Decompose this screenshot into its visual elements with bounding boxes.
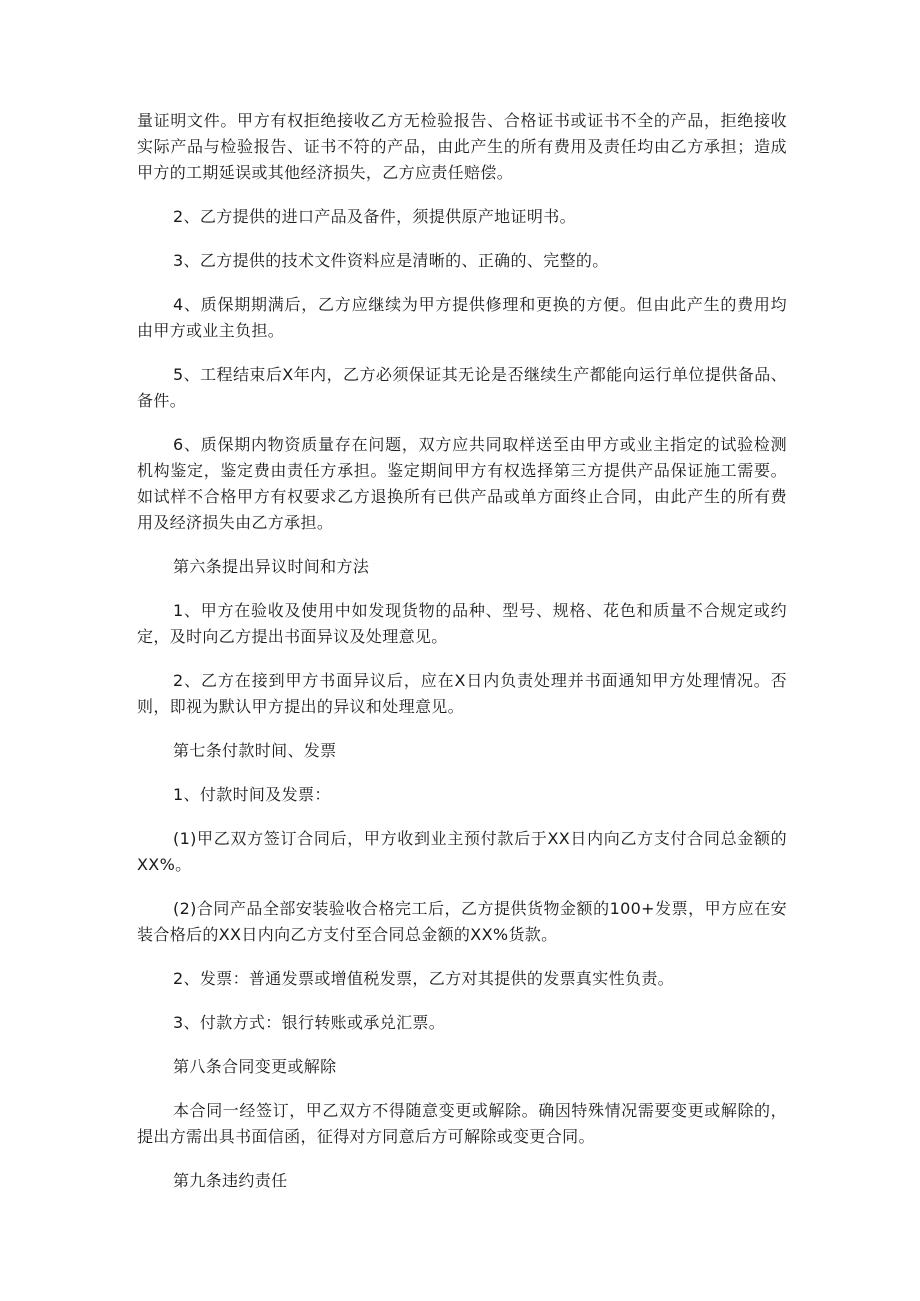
paragraph-14: 本合同一经签订，甲乙双方不得随意变更或解除。确因特殊情况需要变更或解除的，提出方需出具书面信函，征得对方同意后方可解除或变更合同。 xyxy=(137,1101,787,1146)
paragraph-4: 4、质保期期满后，乙方应继续为甲方提供修理和更换的方便。但由此产生的费用均由甲方或业主负担。 xyxy=(137,295,787,340)
paragraph-5: 5、工程结束后X年内，乙方必须保证其无论是否继续生产都能向运行单位提供备品、备件。 xyxy=(137,365,787,410)
paragraph-9: 1、付款时间及发票： xyxy=(173,785,331,804)
paragraph-10: (1)甲乙双方签订合同后，甲方收到业主预付款后于XX日内向乙方支付合同总金额的XX%。 xyxy=(137,829,787,874)
paragraph-1: 量证明文件。甲方有权拒绝接收乙方无检验报告、合格证书或证书不全的产品，拒绝接收实际产品与检验报告、证书不符的产品，由此产生的所有费用及责任均由乙方承担；造成甲方的工期延误或其他经济损失，乙方应责任赔偿。 xyxy=(137,111,787,182)
paragraph-6: 6、质保期内物资质量存在问题，双方应共同取样送至由甲方或业主指定的试验检测机构鉴定，鉴定费由责任方承担。鉴定期间甲方有权选择第三方提供产品保证施工需要。如试样不合格甲方有权要求乙方退换所有已供产品或单方面终止合同，由此产生的所有费用及经济损失由乙方承担。 xyxy=(137,435,787,532)
section-heading-7: 第七条付款时间、发票 xyxy=(173,741,337,760)
section-heading-8: 第八条合同变更或解除 xyxy=(173,1057,337,1076)
paragraph-12: 2、发票：普通发票或增值税发票，乙方对其提供的发票真实性负责。 xyxy=(173,969,675,988)
document-body xyxy=(137,108,787,1212)
paragraph-8: 2、乙方在接到甲方书面异议后，应在X日内负责处理并书面通知甲方处理情况。否则，即视为默认甲方提出的异议和处理意见。 xyxy=(137,671,787,716)
paragraph-2: 2、乙方提供的进口产品及备件，须提供原产地证明书。 xyxy=(173,207,576,226)
section-heading-9: 第九条违约责任 xyxy=(173,1171,288,1190)
paragraph-7: 1、甲方在验收及使用中如发现货物的品种、型号、规格、花色和质量不合规定或约定，及时向乙方提出书面异议及处理意见。 xyxy=(137,601,787,646)
paragraph-11: (2)合同产品全部安装验收合格完工后，乙方提供货物金额的100+发票，甲方应在安装合格后的XX日内向乙方支付至合同总金额的XX%货款。 xyxy=(137,899,787,944)
paragraph-3: 3、乙方提供的技术文件资料应是清晰的、正确的、完整的。 xyxy=(173,251,609,270)
paragraph-13: 3、付款方式：银行转账或承兑汇票。 xyxy=(173,1013,446,1032)
section-heading-6: 第六条提出异议时间和方法 xyxy=(173,557,370,576)
